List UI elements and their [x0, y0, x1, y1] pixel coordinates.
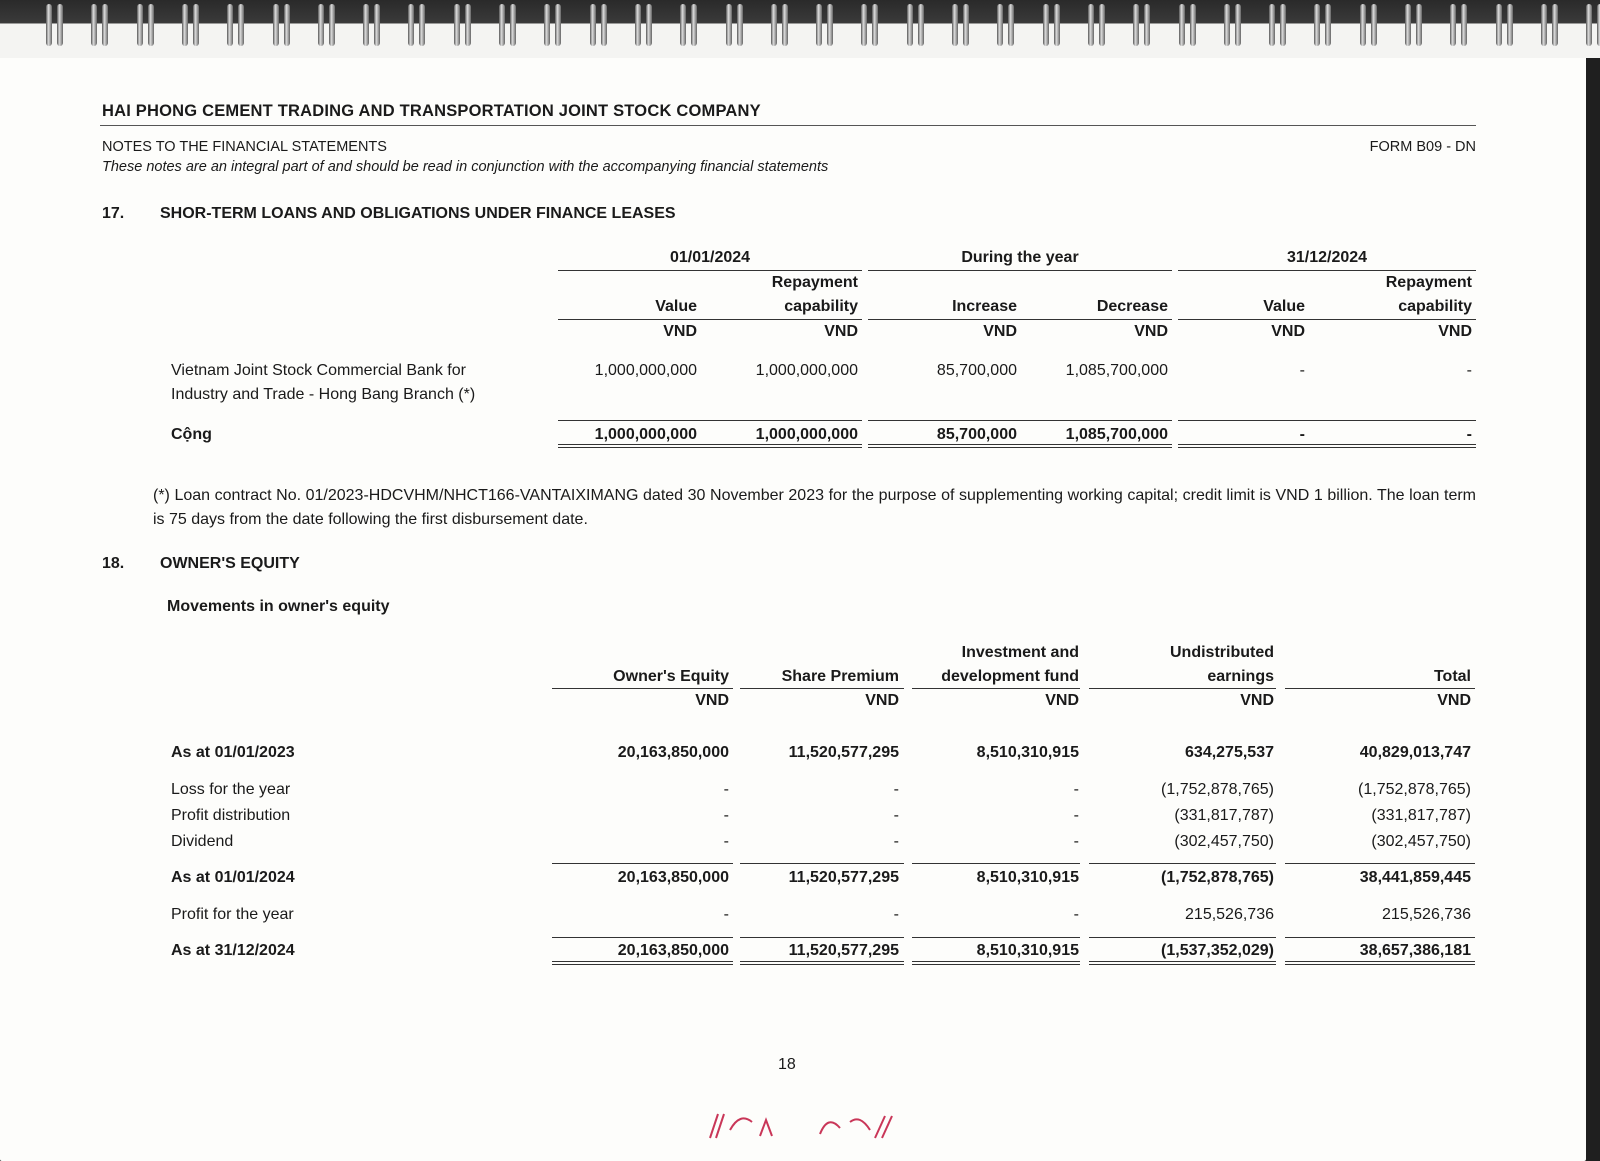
equity-column-unit: VND [1045, 692, 1079, 709]
equity-header-rule [740, 688, 904, 689]
binding-ring [452, 4, 474, 50]
equity-value-cell: - [893, 833, 899, 850]
column-unit: VND [663, 323, 697, 340]
equity-value-cell: 634,275,537 [1185, 744, 1274, 761]
equity-value-cell: - [1073, 807, 1079, 824]
binding-ring [1403, 4, 1425, 50]
equity-header-rule [1089, 688, 1276, 689]
total-value-cell: 1,000,000,000 [755, 426, 858, 443]
column-header: capability [784, 298, 858, 315]
equity-total-double-rule [1285, 961, 1475, 962]
total-double-rule [558, 444, 862, 445]
equity-total-double-rule [552, 961, 733, 962]
section-18-number: 18. [102, 555, 125, 572]
binding-ring [271, 4, 293, 50]
column-unit: VND [824, 323, 858, 340]
equity-value-cell: 20,163,850,000 [617, 869, 729, 886]
total-value-cell: 1,085,700,000 [1065, 426, 1168, 443]
equity-total-double-rule [912, 961, 1080, 962]
equity-value-cell: (1,752,878,765) [1161, 781, 1274, 798]
section-17-number: 17. [102, 205, 125, 222]
binding-ring [1494, 4, 1516, 50]
binding-ring [588, 4, 610, 50]
equity-value-cell: - [723, 807, 729, 824]
binding-ring [225, 4, 247, 50]
equity-subtotal-rule [740, 937, 904, 938]
loan-value-cell: 1,000,000,000 [594, 362, 697, 379]
equity-value-cell: 38,441,859,445 [1359, 869, 1471, 886]
equity-value-cell: 215,526,736 [1185, 906, 1274, 923]
equity-value-cell: 20,163,850,000 [617, 942, 729, 959]
equity-column-header: earnings [1207, 668, 1274, 685]
total-top-rule [868, 420, 1172, 421]
equity-value-cell: - [723, 781, 729, 798]
equity-value-cell: - [723, 833, 729, 850]
binding-ring [89, 4, 111, 50]
spiral-binding [0, 0, 1600, 58]
binding-ring [316, 4, 338, 50]
binding-ring [497, 4, 519, 50]
page-number: 18 [778, 1056, 796, 1073]
binding-ring [1584, 4, 1600, 50]
group-rule [868, 270, 1172, 271]
column-header-rule [558, 319, 862, 320]
group-rule [558, 270, 862, 271]
equity-subtotal-rule [740, 863, 904, 864]
binding-ring [542, 4, 564, 50]
binding-ring [1041, 4, 1063, 50]
equity-column-header: Share Premium [781, 668, 899, 685]
binding-ring [678, 4, 700, 50]
document-page [0, 8, 1586, 1161]
equity-value-cell: 8,510,310,915 [976, 942, 1079, 959]
equity-column-header-line1: Undistributed [1170, 644, 1274, 661]
total-label: Cộng [171, 426, 212, 443]
binding-ring [769, 4, 791, 50]
binding-ring [44, 4, 66, 50]
form-code: FORM B09 - DN [1369, 139, 1476, 155]
equity-value-cell: 38,657,386,181 [1359, 942, 1471, 959]
equity-value-cell: 20,163,850,000 [617, 744, 729, 761]
binding-ring [995, 4, 1017, 50]
equity-value-cell: 8,510,310,915 [976, 869, 1079, 886]
equity-value-cell: (331,817,787) [1174, 807, 1274, 824]
binding-ring [180, 4, 202, 50]
header-rule [100, 125, 1476, 126]
equity-value-cell: 40,829,013,747 [1359, 744, 1471, 761]
column-header: capability [1398, 298, 1472, 315]
equity-column-unit: VND [865, 692, 899, 709]
group-header-closing: 31/12/2024 [1286, 249, 1368, 266]
column-header-rule [868, 319, 1172, 320]
binding-ring [1131, 4, 1153, 50]
equity-value-cell: - [723, 906, 729, 923]
equity-value-cell: (331,817,787) [1371, 807, 1471, 824]
binding-ring [1177, 4, 1199, 50]
total-value-cell: - [1299, 426, 1305, 443]
column-header: Value [655, 298, 697, 315]
equity-header-rule [912, 688, 1080, 689]
equity-value-cell: 11,520,577,295 [788, 942, 899, 959]
equity-total-double-rule [1089, 961, 1276, 962]
binding-ring [724, 4, 746, 50]
loan-value-cell: - [1466, 362, 1472, 379]
loan-footnote: (*) Loan contract No. 01/2023-HDCVHM/NHCT166-VANTAIXIMANG dated 30 November 2023 for the purpose of supplementing working capital; credit limit is VND 1 billion. The loan term is 75 days from the date following the first disbursement date. [153, 487, 1476, 528]
equity-column-header: Owner's Equity [613, 668, 729, 685]
total-value-cell: - [1466, 426, 1472, 443]
binding-ring [1312, 4, 1334, 50]
equity-column-header-line1: Investment and [961, 644, 1079, 661]
column-header: Increase [952, 298, 1017, 315]
section-17-title: SHOR-TERM LOANS AND OBLIGATIONS UNDER FINANCE LEASES [160, 205, 676, 222]
equity-total-double-rule [740, 961, 904, 962]
binding-ring [950, 4, 972, 50]
binding-ring [1222, 4, 1244, 50]
equity-row-label: Profit distribution [171, 807, 291, 824]
binding-ring [1086, 4, 1108, 50]
equity-row-label: As at 31/12/2024 [171, 942, 295, 959]
equity-column-unit: VND [1240, 692, 1274, 709]
group-header-opening: 01/01/2024 [669, 249, 751, 266]
equity-value-cell: 11,520,577,295 [788, 869, 899, 886]
total-double-rule [868, 444, 1172, 445]
binding-ring [1358, 4, 1380, 50]
column-unit: VND [1438, 323, 1472, 340]
binding-ring [905, 4, 927, 50]
red-seal-stamp [700, 1100, 900, 1140]
notes-subtitle: These notes are an integral part of and should be read in conjunction with the accompanying financial statements [102, 159, 829, 175]
binding-ring [859, 4, 881, 50]
column-header-line1: Repayment [1385, 274, 1472, 291]
binding-ring [361, 4, 383, 50]
column-header: Decrease [1096, 298, 1168, 315]
equity-subtotal-rule [1285, 937, 1475, 938]
total-value-cell: 85,700,000 [936, 426, 1017, 443]
equity-row-label: As at 01/01/2023 [171, 744, 295, 761]
equity-subtotal-rule [552, 863, 733, 864]
equity-value-cell: - [893, 906, 899, 923]
loan-lender-line1: Vietnam Joint Stock Commercial Bank for [171, 362, 466, 379]
section-18-title: OWNER'S EQUITY [160, 555, 300, 572]
loan-value-cell: 1,085,700,000 [1065, 362, 1168, 379]
equity-subtotal-rule [552, 937, 733, 938]
section-18-subtitle: Movements in owner's equity [167, 598, 390, 615]
equity-column-header: development fund [941, 668, 1079, 685]
equity-value-cell: 11,520,577,295 [788, 744, 899, 761]
group-rule [1178, 270, 1476, 271]
company-name: HAI PHONG CEMENT TRADING AND TRANSPORTATION JOINT STOCK COMPANY [102, 102, 761, 120]
equity-value-cell: - [1073, 833, 1079, 850]
binding-ring [814, 4, 836, 50]
loan-value-cell: 1,000,000,000 [755, 362, 858, 379]
equity-column-unit: VND [1437, 692, 1471, 709]
equity-value-cell: (302,457,750) [1174, 833, 1274, 850]
equity-column-header: Total [1433, 668, 1471, 685]
column-header: Value [1263, 298, 1305, 315]
equity-value-cell: 8,510,310,915 [976, 744, 1079, 761]
equity-value-cell: 215,526,736 [1382, 906, 1471, 923]
column-header-line1: Repayment [771, 274, 858, 291]
binding-ring [1267, 4, 1289, 50]
column-unit: VND [1271, 323, 1305, 340]
group-header-during-year: During the year [961, 249, 1079, 266]
equity-value-cell: (302,457,750) [1371, 833, 1471, 850]
equity-subtotal-rule [912, 863, 1080, 864]
equity-subtotal-rule [1089, 863, 1276, 864]
total-top-rule [558, 420, 862, 421]
total-double-rule [1178, 444, 1476, 445]
notes-title: NOTES TO THE FINANCIAL STATEMENTS [102, 139, 387, 155]
equity-value-cell: - [893, 781, 899, 798]
total-value-cell: 1,000,000,000 [594, 426, 697, 443]
loan-lender-line2: Industry and Trade - Hong Bang Branch (*) [171, 386, 476, 403]
binding-ring [1539, 4, 1561, 50]
equity-row-label: Profit for the year [171, 906, 294, 923]
equity-value-cell: (1,537,352,029) [1161, 942, 1274, 959]
loan-value-cell: - [1299, 362, 1305, 379]
equity-row-label: Dividend [171, 833, 234, 850]
total-top-rule [1178, 420, 1476, 421]
equity-header-rule [552, 688, 733, 689]
column-unit: VND [983, 323, 1017, 340]
equity-value-cell: - [1073, 906, 1079, 923]
equity-value-cell: (1,752,878,765) [1161, 869, 1274, 886]
equity-value-cell: - [893, 807, 899, 824]
column-unit: VND [1134, 323, 1168, 340]
equity-header-rule [1285, 688, 1475, 689]
column-header-rule [1178, 319, 1476, 320]
equity-row-label: As at 01/01/2024 [171, 869, 295, 886]
binding-ring [135, 4, 157, 50]
binding-ring [633, 4, 655, 50]
loan-value-cell: 85,700,000 [936, 362, 1017, 379]
equity-subtotal-rule [1285, 863, 1475, 864]
binding-ring [1448, 4, 1470, 50]
binding-ring [406, 4, 428, 50]
equity-column-unit: VND [695, 692, 729, 709]
equity-value-cell: (1,752,878,765) [1358, 781, 1471, 798]
equity-value-cell: - [1073, 781, 1079, 798]
equity-subtotal-rule [912, 937, 1080, 938]
equity-subtotal-rule [1089, 937, 1276, 938]
equity-row-label: Loss for the year [171, 781, 291, 798]
